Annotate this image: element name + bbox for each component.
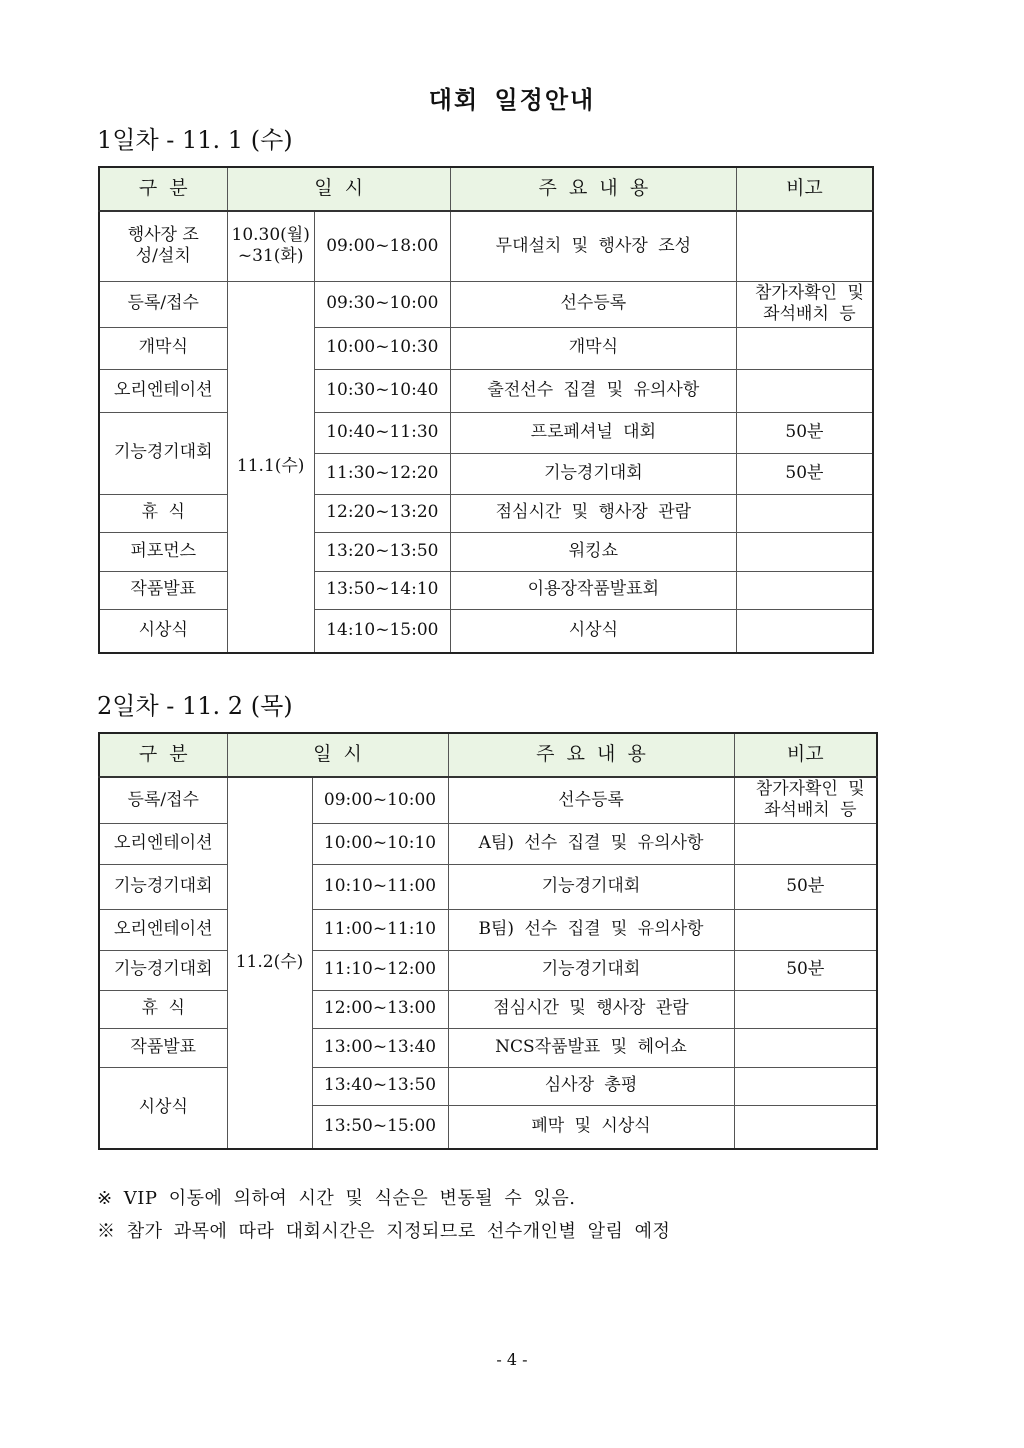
row-content: 기능경기대회 — [450, 453, 736, 494]
header-content: 주 요 내 용 — [448, 733, 734, 777]
row-content: 무대설치 및 행사장 조성 — [450, 211, 736, 281]
row-category: 기능경기대회 — [99, 864, 227, 909]
row-content: 워킹쇼 — [450, 532, 736, 571]
row-content: A팀) 선수 집결 및 유의사항 — [448, 823, 734, 864]
day2-schedule-table — [98, 732, 878, 1150]
row-note: 참가자확인 및 좌석배치 등 — [734, 777, 877, 823]
row-content: 프로페셔널 대회 — [450, 412, 736, 453]
row-note — [734, 990, 877, 1028]
row-content: 개막식 — [450, 327, 736, 369]
row-content: 폐막 및 시상식 — [448, 1105, 734, 1149]
row-time: 11:30~12:20 — [314, 453, 450, 494]
table-row — [99, 950, 877, 990]
table-row — [99, 864, 877, 909]
table-row — [99, 823, 877, 864]
header-content: 주 요 내 용 — [450, 167, 736, 211]
row-note — [736, 532, 873, 571]
table-header-row — [99, 167, 873, 211]
row-content: NCS작품발표 및 헤어쇼 — [448, 1028, 734, 1067]
row-content: 시상식 — [450, 609, 736, 653]
row-time: 13:20~13:50 — [314, 532, 450, 571]
row-time: 13:00~13:40 — [312, 1028, 448, 1067]
row-note — [734, 823, 877, 864]
header-category: 구 분 — [99, 733, 227, 777]
row-note — [736, 609, 873, 653]
row-time: 11:10~12:00 — [312, 950, 448, 990]
setup-date: 10.30(월) ~31(화) — [227, 211, 314, 281]
day1-heading: 1일차 - 11. 1 (수) — [97, 126, 293, 154]
table-row — [99, 909, 877, 950]
row-time: 13:50~15:00 — [312, 1105, 448, 1149]
row-content: 기능경기대회 — [448, 950, 734, 990]
row-content: 선수등록 — [450, 281, 736, 327]
row-time: 10:40~11:30 — [314, 412, 450, 453]
row-category: 오리엔테이션 — [99, 823, 227, 864]
row-note — [734, 1105, 877, 1149]
table-row — [99, 571, 873, 609]
row-time: 09:30~10:00 — [314, 281, 450, 327]
table-row — [99, 369, 873, 412]
row-category: 작품발표 — [99, 1028, 227, 1067]
row-category: 퍼포먼스 — [99, 532, 227, 571]
document-title: 대회 일정안내 — [428, 85, 596, 114]
row-time: 12:20~13:20 — [314, 494, 450, 532]
row-content: 점심시간 및 행사장 관람 — [448, 990, 734, 1028]
row-time: 09:00~18:00 — [314, 211, 450, 281]
day1-schedule-table — [98, 166, 874, 654]
row-note: 50분 — [734, 864, 877, 909]
row-time: 10:00~10:30 — [314, 327, 450, 369]
table-row — [99, 1028, 877, 1067]
day2-heading: 2일차 - 11. 2 (목) — [97, 692, 293, 720]
row-category: 행사장 조성/설치 — [99, 211, 227, 281]
row-time: 13:40~13:50 — [312, 1067, 448, 1105]
table-row — [99, 327, 873, 369]
row-category: 기능경기대회 — [99, 412, 227, 494]
row-note: 참가자확인 및 좌석배치 등 — [736, 281, 873, 327]
row-time: 14:10~15:00 — [314, 609, 450, 653]
row-category: 개막식 — [99, 327, 227, 369]
table-row — [99, 412, 873, 453]
row-time: 10:30~10:40 — [314, 369, 450, 412]
table-row — [99, 281, 873, 327]
row-time: 11:00~11:10 — [312, 909, 448, 950]
table-row — [99, 494, 873, 532]
page-number: - 4 - — [496, 1350, 528, 1369]
row-note: 50분 — [736, 453, 873, 494]
row-time: 10:00~10:10 — [312, 823, 448, 864]
row-content: 점심시간 및 행사장 관람 — [450, 494, 736, 532]
row-time: 13:50~14:10 — [314, 571, 450, 609]
row-note — [736, 571, 873, 609]
row-category: 등록/접수 — [99, 777, 227, 823]
table-row — [99, 1067, 877, 1105]
row-note — [734, 1028, 877, 1067]
header-note: 비고 — [734, 733, 877, 777]
table-header-row — [99, 733, 877, 777]
header-datetime: 일 시 — [227, 167, 450, 211]
row-note: 50분 — [736, 412, 873, 453]
row-time: 09:00~10:00 — [312, 777, 448, 823]
table-row — [99, 777, 877, 823]
row-note: 50분 — [734, 950, 877, 990]
row-time: 12:00~13:00 — [312, 990, 448, 1028]
event-date: 11.1(수) — [227, 281, 314, 653]
row-note — [736, 494, 873, 532]
row-content: 선수등록 — [448, 777, 734, 823]
table-row — [99, 532, 873, 571]
row-category: 오리엔테이션 — [99, 369, 227, 412]
header-datetime: 일 시 — [227, 733, 448, 777]
row-category: 시상식 — [99, 609, 227, 653]
row-category: 시상식 — [99, 1067, 227, 1149]
row-category: 휴 식 — [99, 990, 227, 1028]
row-note — [734, 909, 877, 950]
row-time: 10:10~11:00 — [312, 864, 448, 909]
event-date: 11.2(수) — [227, 777, 312, 1149]
footnote: ※ VIP 이동에 의하여 시간 및 식순은 변동될 수 있음. — [97, 1188, 576, 1209]
row-content: B팀) 선수 집결 및 유의사항 — [448, 909, 734, 950]
footnote: ※ 참가 과목에 따라 대회시간은 지정되므로 선수개인별 알림 예정 — [97, 1221, 671, 1242]
row-content: 이용장작품발표회 — [450, 571, 736, 609]
row-category: 휴 식 — [99, 494, 227, 532]
table-row — [99, 990, 877, 1028]
row-category: 등록/접수 — [99, 281, 227, 327]
row-note — [736, 327, 873, 369]
row-note — [736, 369, 873, 412]
row-note — [736, 211, 873, 281]
row-content: 출전선수 집결 및 유의사항 — [450, 369, 736, 412]
header-note: 비고 — [736, 167, 873, 211]
row-category: 작품발표 — [99, 571, 227, 609]
row-category: 기능경기대회 — [99, 950, 227, 990]
table-row — [99, 211, 873, 281]
table-row — [99, 609, 873, 653]
row-content: 심사장 총평 — [448, 1067, 734, 1105]
row-note — [734, 1067, 877, 1105]
header-category: 구 분 — [99, 167, 227, 211]
row-content: 기능경기대회 — [448, 864, 734, 909]
row-category: 오리엔테이션 — [99, 909, 227, 950]
